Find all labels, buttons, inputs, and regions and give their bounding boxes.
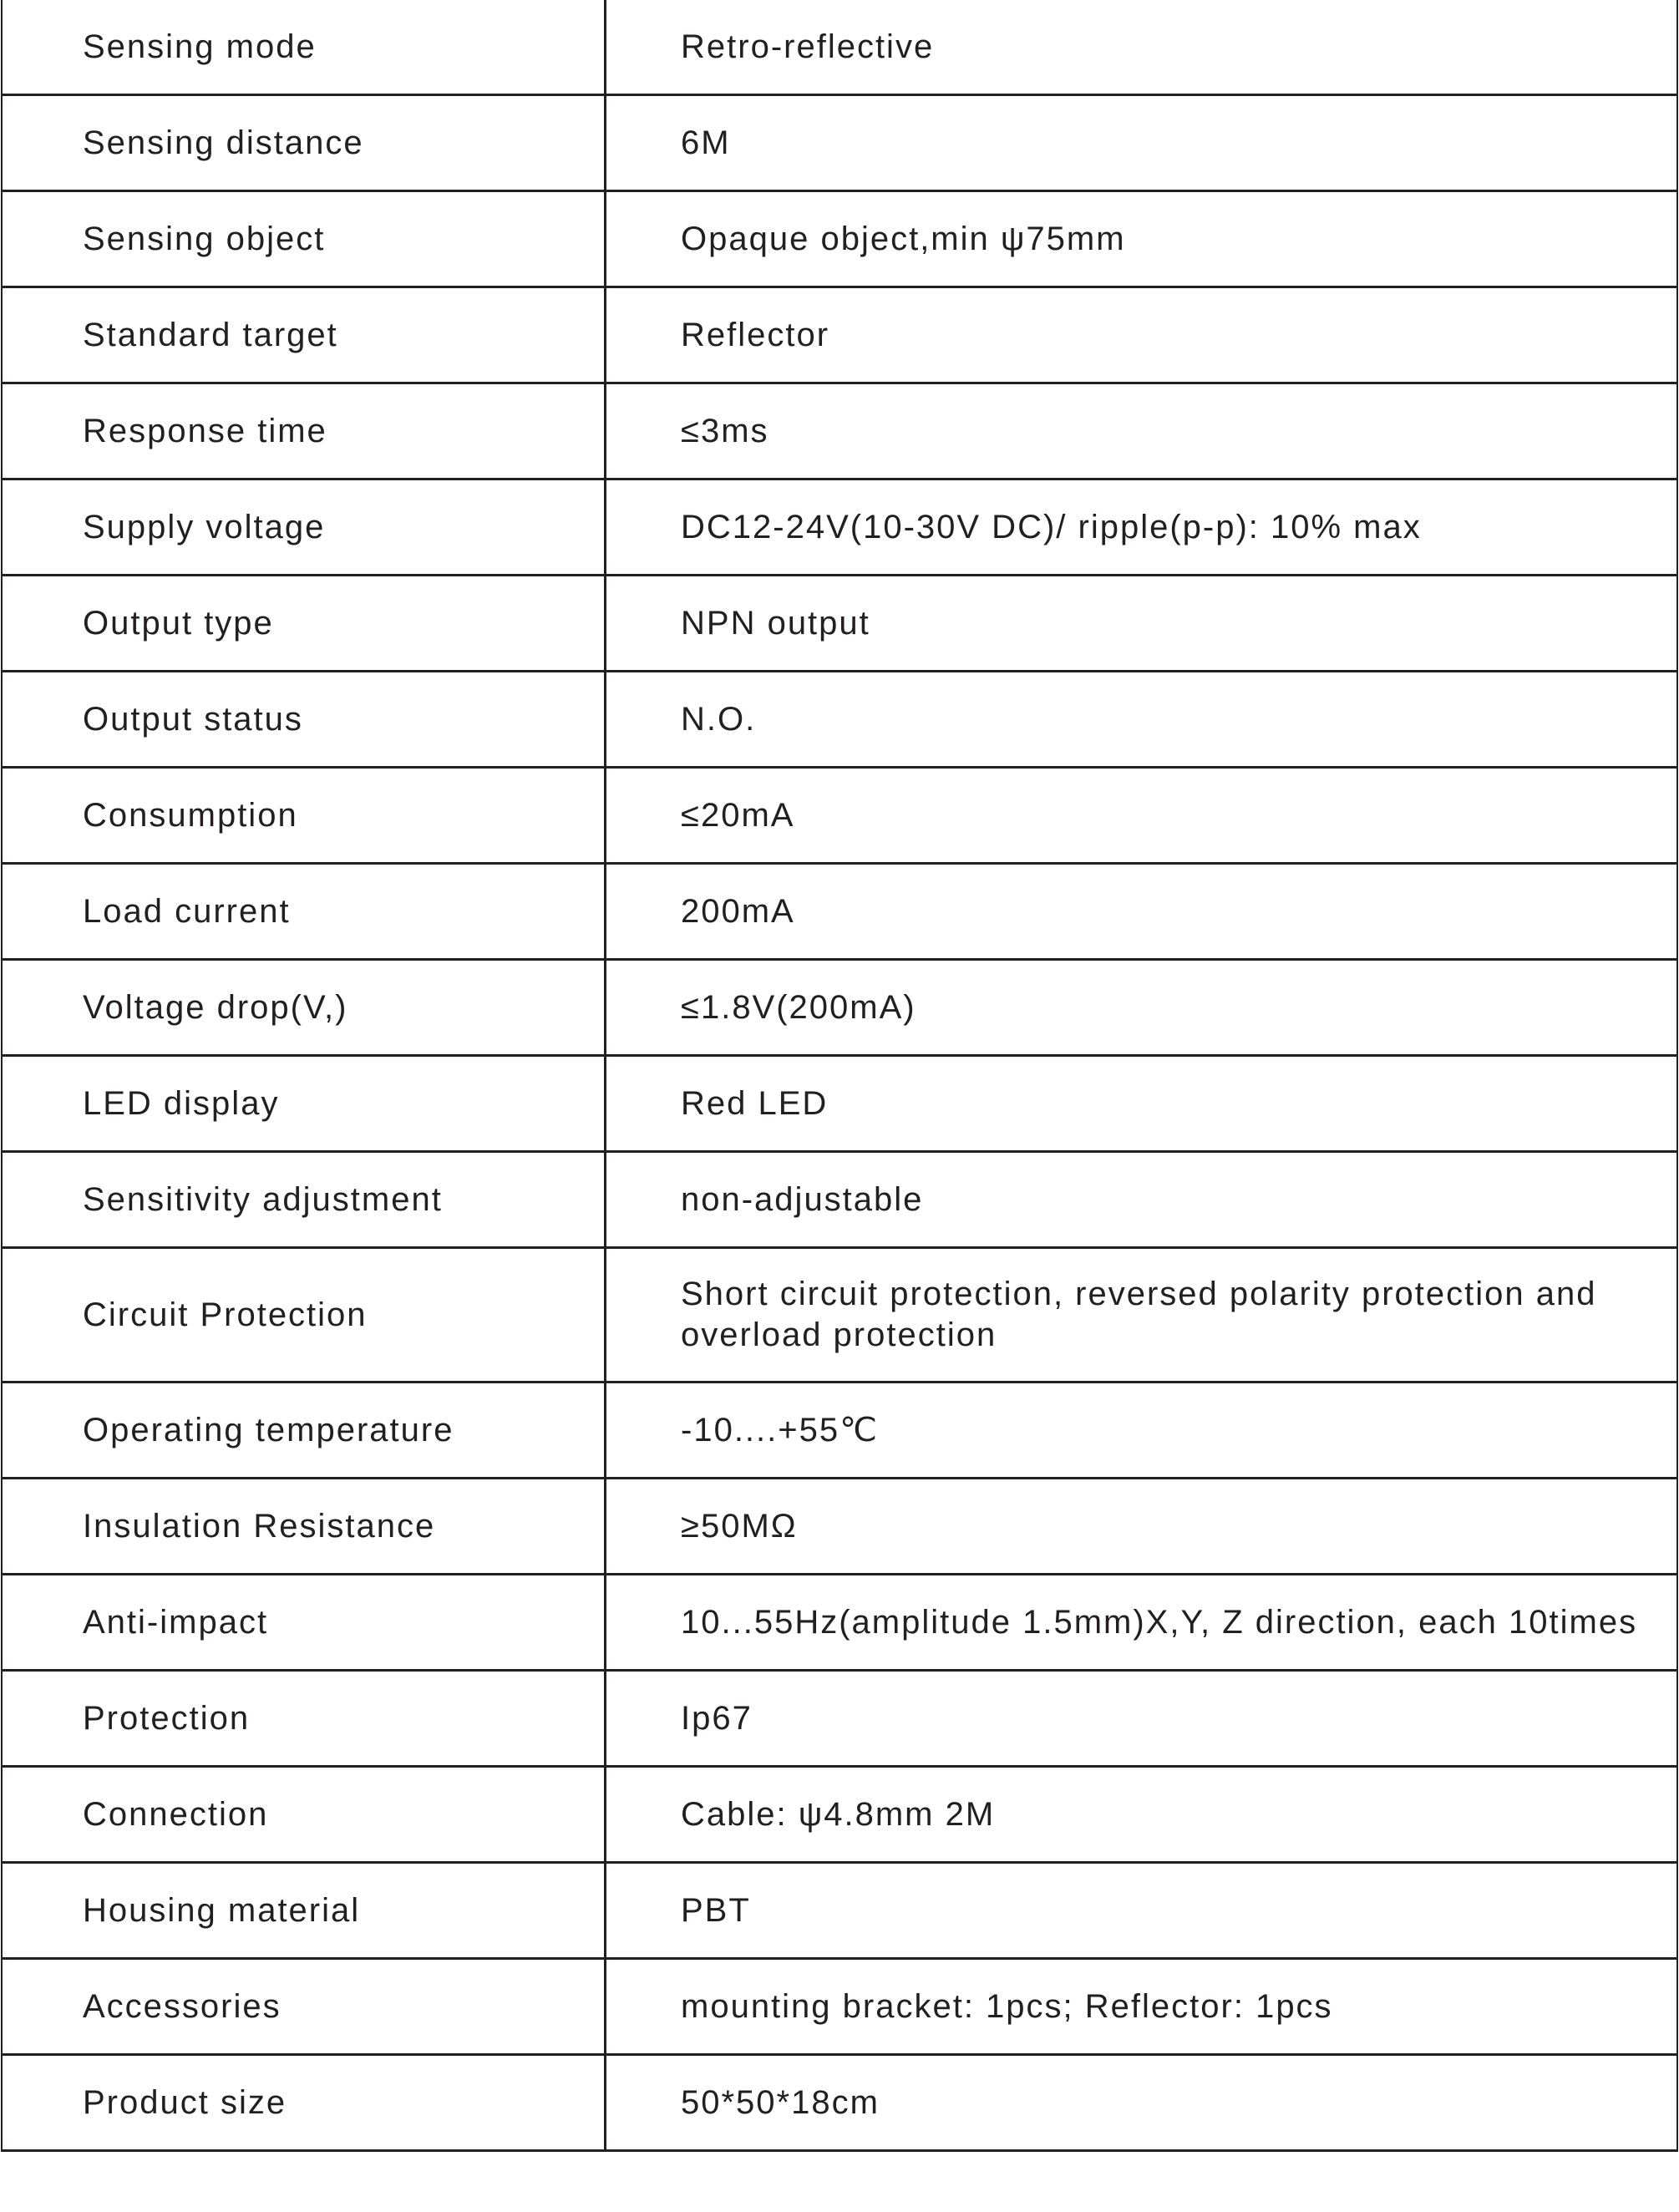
- spec-row: [2, 1959, 1677, 2055]
- spec-value: ≤3ms: [606, 383, 1678, 479]
- spec-row: [2, 383, 1677, 479]
- spec-label: LED display: [2, 1056, 606, 1152]
- spec-label: Consumption: [2, 768, 606, 864]
- spec-label: Sensing object: [2, 191, 606, 287]
- spec-value: Red LED: [606, 1056, 1678, 1152]
- spec-value: ≥50MΩ: [606, 1479, 1678, 1575]
- spec-label: Accessories: [2, 1959, 606, 2055]
- spec-value: Ip67: [606, 1671, 1678, 1767]
- spec-value: ≤20mA: [606, 768, 1678, 864]
- spec-label: Insulation Resistance: [2, 1479, 606, 1575]
- spec-value: Cable: ψ4.8mm 2M: [606, 1767, 1678, 1863]
- spec-row: [2, 95, 1677, 191]
- spec-label: Voltage drop(V,): [2, 960, 606, 1056]
- spec-value: 6M: [606, 95, 1678, 191]
- spec-value: -10....+55℃: [606, 1382, 1678, 1479]
- spec-row: [2, 1248, 1677, 1382]
- spec-row: [2, 1767, 1677, 1863]
- spec-value: ≤1.8V(200mA): [606, 960, 1678, 1056]
- spec-row: [2, 1575, 1677, 1671]
- spec-label: Anti-impact: [2, 1575, 606, 1671]
- spec-label: Protection: [2, 1671, 606, 1767]
- spec-row: [2, 1152, 1677, 1248]
- spec-label: Connection: [2, 1767, 606, 1863]
- spec-value: mounting bracket: 1pcs; Reflector: 1pcs: [606, 1959, 1678, 2055]
- spec-value: DC12-24V(10-30V DC)/ ripple(p-p): 10% max: [606, 479, 1678, 576]
- spec-row: [2, 479, 1677, 576]
- spec-row: [2, 191, 1677, 287]
- spec-row: [2, 864, 1677, 960]
- spec-label: Sensing mode: [2, 0, 606, 95]
- spec-label: Output type: [2, 576, 606, 672]
- spec-row: [2, 0, 1677, 95]
- spec-label: Sensitivity adjustment: [2, 1152, 606, 1248]
- spec-value: PBT: [606, 1863, 1678, 1959]
- spec-value: 10...55Hz(amplitude 1.5mm)X,Y, Z direction, each 10times: [606, 1575, 1678, 1671]
- spec-label: Housing material: [2, 1863, 606, 1959]
- spec-label: Supply voltage: [2, 479, 606, 576]
- spec-label: Output status: [2, 672, 606, 768]
- spec-value: NPN output: [606, 576, 1678, 672]
- spec-value: N.O.: [606, 672, 1678, 768]
- spec-value: Short circuit protection, reversed polarity protection and overload protection: [606, 1248, 1678, 1382]
- spec-row: [2, 1863, 1677, 1959]
- spec-row: [2, 2055, 1677, 2151]
- spec-row: [2, 960, 1677, 1056]
- spec-row: [2, 1479, 1677, 1575]
- spec-row: [2, 1056, 1677, 1152]
- spec-label: Response time: [2, 383, 606, 479]
- spec-label: Product size: [2, 2055, 606, 2151]
- spec-label: Sensing distance: [2, 95, 606, 191]
- spec-value: 50*50*18cm: [606, 2055, 1678, 2151]
- spec-table-body: [2, 0, 1677, 2151]
- spec-table: [1, 0, 1678, 2152]
- spec-value: 200mA: [606, 864, 1678, 960]
- spec-row: [2, 287, 1677, 383]
- spec-value: Opaque object,min ψ75mm: [606, 191, 1678, 287]
- spec-row: [2, 1382, 1677, 1479]
- spec-label: Load current: [2, 864, 606, 960]
- spec-row: [2, 576, 1677, 672]
- spec-label: Standard target: [2, 287, 606, 383]
- spec-row: [2, 1671, 1677, 1767]
- spec-row: [2, 768, 1677, 864]
- spec-row: [2, 672, 1677, 768]
- spec-label: Operating temperature: [2, 1382, 606, 1479]
- spec-value: non-adjustable: [606, 1152, 1678, 1248]
- spec-value: Retro-reflective: [606, 0, 1678, 95]
- spec-value: Reflector: [606, 287, 1678, 383]
- spec-label: Circuit Protection: [2, 1248, 606, 1382]
